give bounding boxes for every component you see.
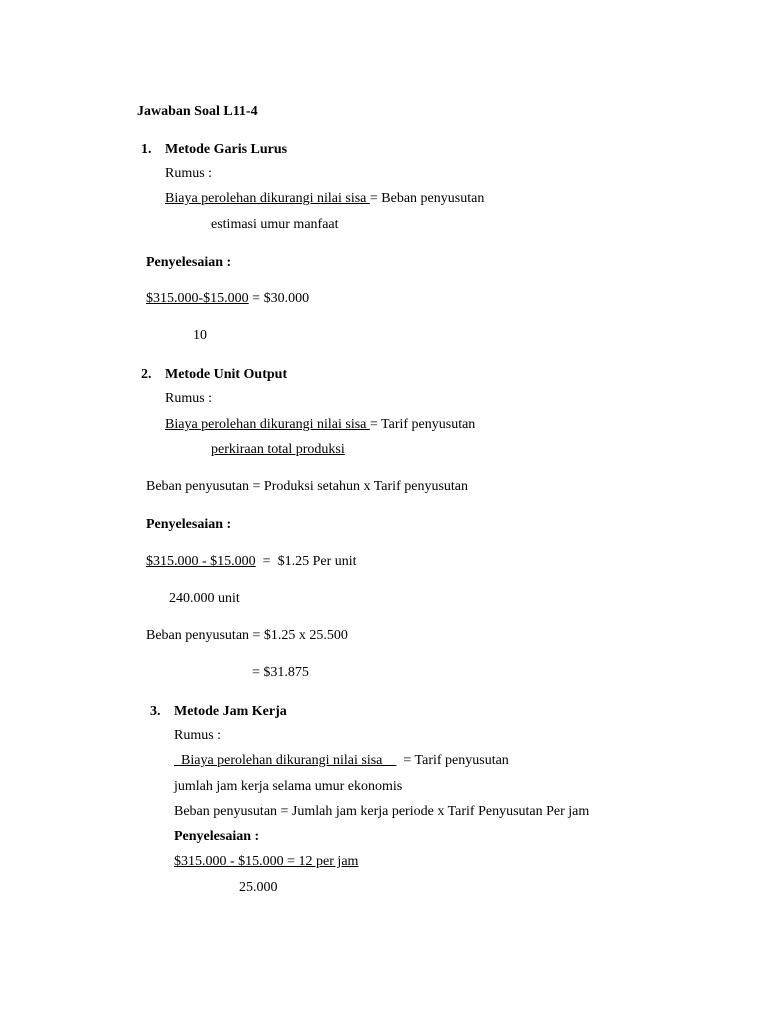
formula-result: = Tarif penyusutan	[369, 417, 476, 432]
formula-numerator: Biaya perolehan dikurangi nilai sisa	[165, 417, 370, 432]
rumus-label: Rumus :	[165, 391, 213, 406]
beban-formula: Beban penyusutan = Jumlah jam kerja periode x Tarif Penyusutan Per jam	[174, 804, 590, 819]
section-heading: Metode Garis Lurus	[165, 142, 288, 157]
formula-denominator: jumlah jam kerja selama umur ekonomis	[174, 779, 403, 794]
penyelesaian-label: Penyelesaian :	[146, 255, 232, 270]
calc-denominator: 10	[193, 328, 207, 343]
penyelesaian-label: Penyelesaian :	[146, 517, 232, 532]
calc-numerator: $315.000 - $15.000	[146, 554, 256, 569]
beban-formula: Beban penyusutan = Produksi setahun x Tarif penyusutan	[146, 479, 468, 494]
calc-denominator: 240.000 unit	[169, 591, 240, 606]
calc-denominator: 25.000	[239, 880, 278, 895]
formula-denominator: perkiraan total produksi	[211, 442, 345, 457]
penyelesaian-label: Penyelesaian :	[174, 829, 260, 844]
section-heading: Metode Jam Kerja	[174, 704, 287, 719]
rumus-label: Rumus :	[165, 166, 213, 181]
section-number: 2.	[141, 367, 152, 382]
document-title: Jawaban Soal L11-4	[137, 104, 258, 119]
rumus-label: Rumus :	[174, 728, 222, 743]
formula-numerator: Biaya perolehan dikurangi nilai sisa	[165, 191, 370, 206]
calc-numerator: $315.000 - $15.000 = 12 per jam	[174, 854, 359, 869]
formula-line	[174, 753, 509, 769]
formula-line	[165, 191, 484, 207]
calc-line	[146, 554, 357, 570]
formula-result: = Tarif penyusutan	[396, 753, 509, 768]
formula-result: = Beban penyusutan	[369, 191, 485, 206]
formula-denominator: estimasi umur manfaat	[211, 217, 339, 232]
formula-numerator: Biaya perolehan dikurangi nilai sisa	[174, 753, 397, 768]
section-number: 1.	[141, 142, 152, 157]
calc-result: = $30.000	[248, 291, 310, 306]
formula-line	[165, 417, 475, 433]
section-number: 3.	[150, 704, 161, 719]
calc-result: = $1.25 Per unit	[255, 554, 357, 569]
calc-numerator: $315.000-$15.000	[146, 291, 249, 306]
beban-calc: Beban penyusutan = $1.25 x 25.500	[146, 628, 348, 643]
calc-line	[146, 291, 309, 307]
beban-result: = $31.875	[252, 665, 309, 680]
section-heading: Metode Unit Output	[165, 367, 288, 382]
